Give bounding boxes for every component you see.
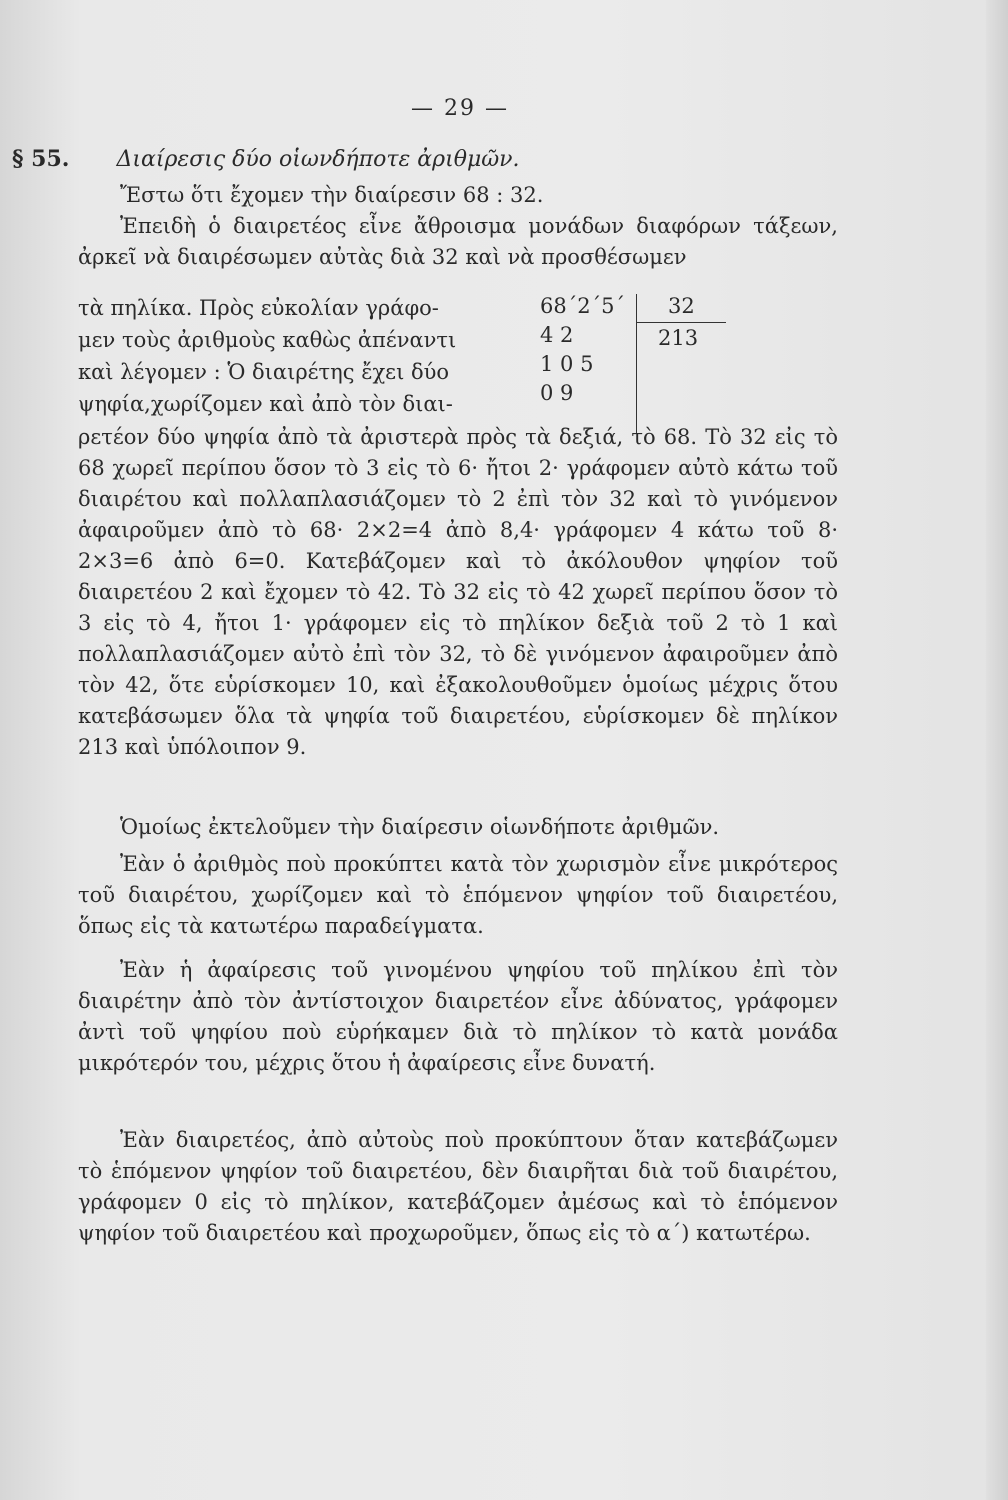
paragraph-1-continuation: ρετέον δύο ψηφία ἀπὸ τὰ ἀριστερὰ πρὸς τὰ δεξιά, τὸ 68. Τὸ 32 εἰς τὸ 68 χωρεῖ περίπου ὅσον τὸ 3 εἰς τὸ 6· ἤτοι 2· γράφομεν αὐτὸ κάτω τοῦ διαιρέτου καὶ πολλαπλασιάζομεν τὸ 2 ἐπὶ τὸν 32 καὶ τὸ γινόμενον ἀφαιροῦμεν ἀπὸ τὸ 68· 2×2=4 ἀπὸ 8,4· γράφομεν 4 κάτω τοῦ 8· 2×3=6 ἀπὸ 6=0. Κατεβάζομεν καὶ τὸ ἀκόλουθον ψηφίον τοῦ διαιρετέου 2 καὶ ἔχομεν τὸ 42. Τὸ 32 εἰς τὸ 42 χωρεῖ περίπου ὅσον τὸ 3 εἰς τὸ 4, ἤτοι 1· γράφομεν εἰς τὸ πηλίκον δεξιὰ τοῦ 2 τὸ 1 καὶ πολλαπλασιάζομεν αὐτὸ ἐπὶ τὸν 32, τὸ δὲ γινόμενον ἀφαιροῦμεν ἀπὸ τὸν 42, ὅτε εὑρίσκομεν 10, καὶ ἐξακολουθοῦμεν ὁμοίως μέχρις ὅτου κατεβάσωμεν ὅλα τὰ ψηφία τοῦ διαιρετέου, εὑρίσκομεν δὲ πηλίκον 213 καὶ ὑπόλοιπον 9. xyxy=(78,425,838,759)
dividend-row: 68΄2΄5΄ xyxy=(540,294,625,318)
paragraph-2: Ὁμοίως ἐκτελοῦμεν τὴν διαίρεσιν οἱωνδήποτε ἀριθμῶν. xyxy=(120,815,720,839)
paragraph-1-short-line-4: ψηφία,χωρίζομεν καὶ ἀπὸ τὸν διαι- xyxy=(78,392,453,416)
paragraph-5: Ἐὰν διαιρετέος, ἀπὸ αὐτοὺς ποὺ προκύπτουν ὅταν κατεβάζωμεν τὸ ἑπόμενον ψηφίον τοῦ διαιρετέου, δὲν διαιρῆται διὰ τοῦ διαιρέτου, γράφομεν 0 εἰς τὸ πηλίκον, κατεβάζομεν ἀμέσως καὶ τὸ ἑπόμενον ψηφίον τοῦ διαιρετέου καὶ προχωροῦμεν, ὅπως εἰς τὸ α΄) κατωτέρω. xyxy=(78,1128,838,1245)
divisor: 32 xyxy=(668,294,695,318)
paragraph-4: Ἐὰν ἡ ἀφαίρεσις τοῦ γινομένου ψηφίου τοῦ πηλίκου ἐπὶ τὸν διαιρέτην ἀπὸ τὸν ἀντίστοιχον διαιρετέον εἶνε ἀδύνατος, γράφομεν ἀντὶ τοῦ ψηφίου ποὺ εὑρήκαμεν διὰ τὸ πηλίκον τὸ κατὰ μονάδα μικρότερόν του, μέχρις ὅτου ἡ ἀφαίρεσις εἶνε δυνατή. xyxy=(78,958,838,1075)
paragraph-1-short-line-3: καὶ λέγομεν : Ὁ διαιρέτης ἔχει δύο xyxy=(78,360,450,384)
section-heading xyxy=(12,146,520,172)
dividend-row: 4 2 xyxy=(540,323,574,347)
long-division-layout xyxy=(540,292,740,437)
dividend-row: 1 0 5 xyxy=(540,352,594,376)
division-vertical-rule xyxy=(636,294,637,434)
section-title: Διαίρεσις δύο οἱωνδήποτε ἀριθμῶν. xyxy=(116,147,520,172)
paragraph-1-short-line-2: μεν τοὺς ἀριθμοὺς καθὼς ἀπέναντι xyxy=(78,328,457,352)
page-number: — 29 — xyxy=(411,96,509,121)
dividend-row: 0 9 xyxy=(540,381,574,405)
division-horizontal-rule xyxy=(636,322,726,323)
paragraph-1-short-line-1: τὰ πηλίκα. Πρὸς εὐκολίαν γράφο- xyxy=(78,296,439,320)
section-number: § 55. xyxy=(12,146,70,172)
quotient: 213 xyxy=(658,326,699,350)
paragraph-3: Ἐὰν ὁ ἀριθμὸς ποὺ προκύπτει κατὰ τὸν χωρισμὸν εἶνε μικρότερος τοῦ διαιρέτου, χωρίζομεν καὶ τὸ ἑπόμενον ψηφίον τοῦ διαιρετέου, ὅπως εἰς τὰ κατωτέρω παραδείγματα. xyxy=(78,852,838,938)
page-edge-shadow xyxy=(986,0,1008,1500)
dividend-column xyxy=(540,292,630,408)
paragraph-1-opening: Ἐπειδὴ ὁ διαιρετέος εἶνε ἄθροισμα μονάδων διαφόρων τάξεων, ἀρκεῖ νὰ διαιρέσωμεν αὐτὰς διὰ 32 καὶ νὰ προσθέσωμεν xyxy=(78,214,838,269)
intro-line: Ἔστω ὅτι ἔχομεν τὴν διαίρεσιν 68 : 32. xyxy=(120,183,544,207)
